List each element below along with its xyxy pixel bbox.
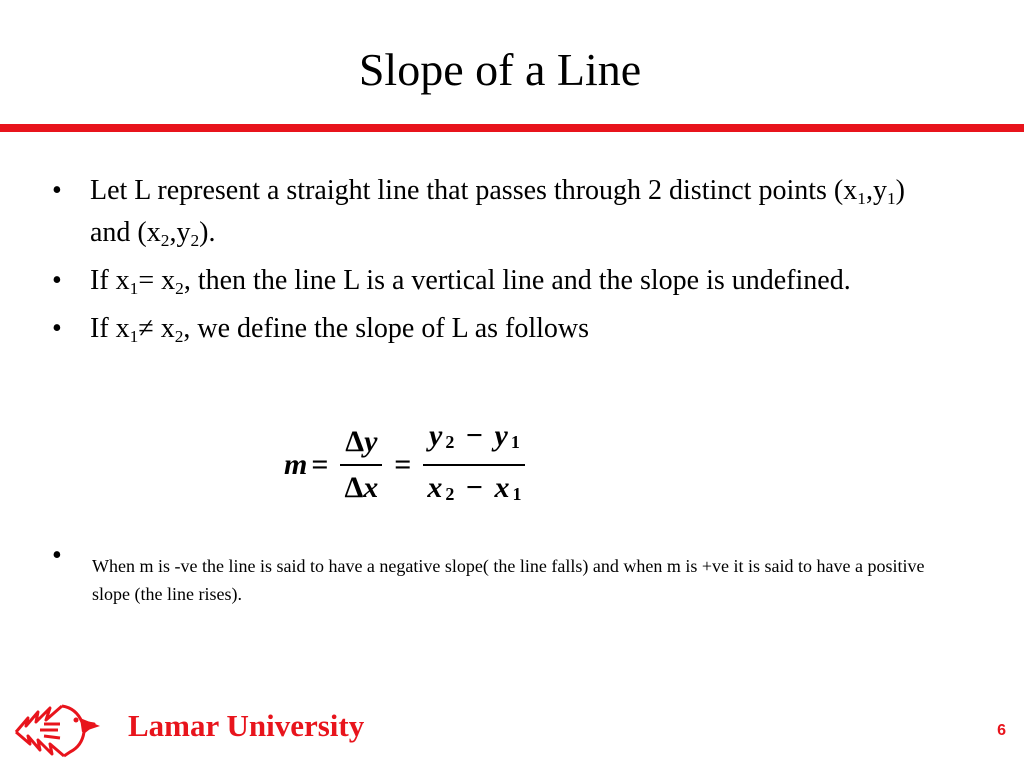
subscript: 2 [445,484,455,505]
difference-fraction [423,414,525,517]
var: x [494,470,510,504]
bullet-marker: • [52,540,62,571]
var: y [429,418,443,452]
var: x [427,470,443,504]
bullet-item-points [52,170,952,254]
bullet-marker: • [52,313,62,344]
subscript: 1 [857,188,866,208]
delta-fraction [340,420,382,510]
formula-equals: = [311,448,329,481]
bullet-list [52,170,952,356]
bullet-item-definition [52,308,952,350]
subscript: 1 [510,432,520,453]
bullet-text: , then the line L is a vertical line and the slope is undefined. [183,265,851,296]
minus-sign: − [465,418,483,452]
subscript: 1 [129,278,139,298]
subscript: 2 [160,230,170,250]
university-name: Lamar University [128,708,365,743]
subscript: 2 [190,230,200,250]
subscript: 1 [129,326,139,346]
cardinal-bird-logo [10,696,114,762]
denominator-var: x [363,470,379,504]
slope-formula [284,415,533,515]
bullet-text: ≠ x [138,313,175,344]
difference-numerator [425,414,524,465]
bullet-marker: • [52,265,62,296]
subscript: 1 [512,484,522,505]
delta-denominator [340,466,382,510]
bullet-text: ). [199,217,216,248]
bullet-item-vertical [52,260,952,302]
subscript: 1 [886,188,896,208]
bullet-text: ) and (x [90,175,905,248]
var: y [494,418,508,452]
subscript: 2 [174,326,184,346]
bullet-text: ,y [865,175,887,206]
delta-numerator [341,420,381,464]
delta-symbol: Δ [344,470,364,504]
bullet-text: Let L represent a straight line that passes through 2 distinct points (x [90,175,858,206]
bullet-text: If x [90,313,130,344]
difference-denominator [423,466,525,517]
bullet-text: = x [138,265,176,296]
bullet-text: ,y [169,217,191,248]
bullet-marker: • [52,175,62,206]
page-number: 6 [997,722,1006,739]
title-divider [0,124,1024,132]
bullet-text: , we define the slope of L as follows [183,313,590,344]
formula-equals: = [394,448,412,481]
bullet-text: If x [90,265,130,296]
numerator-var: y [364,425,378,459]
minus-sign: − [465,470,483,504]
delta-symbol: Δ [345,425,365,459]
formula-lhs: m [284,448,308,481]
note-text: When m is -ve the line is said to have a negative slope( the line falls) and when m is +ve it is said to have a positive slope (the line rises). [92,556,925,604]
slide-title: Slope of a Line [358,44,642,95]
subscript: 2 [445,432,455,453]
subscript: 2 [175,278,184,298]
